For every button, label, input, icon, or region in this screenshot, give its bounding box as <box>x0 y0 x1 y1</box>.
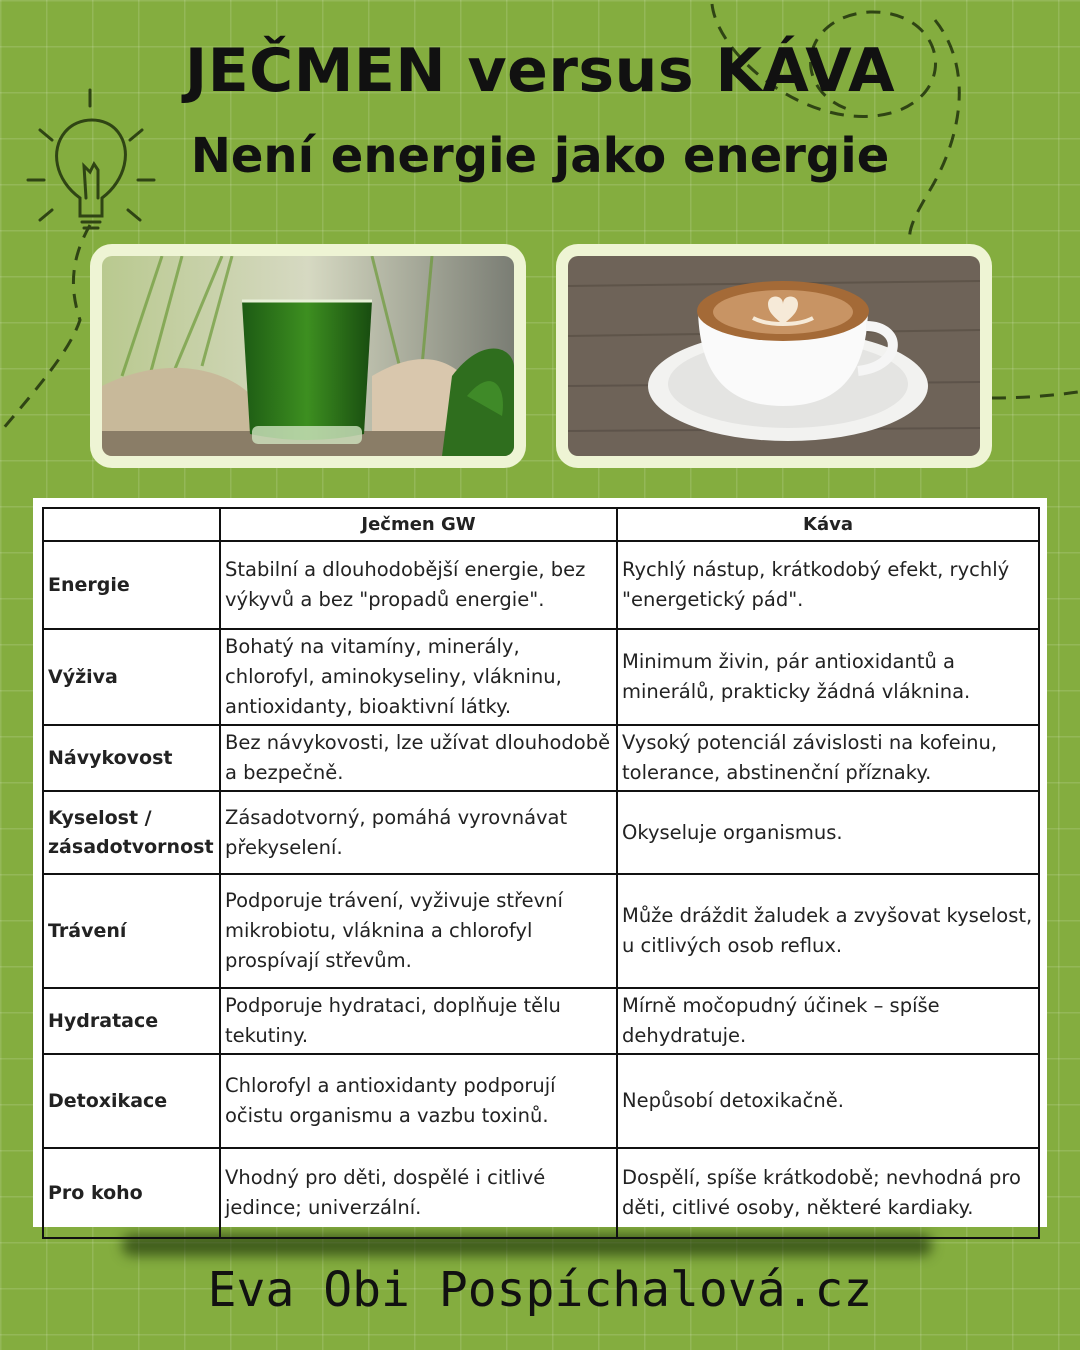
table-row <box>43 791 1039 874</box>
row-label: Kyselost / zásadotvornost <box>43 791 220 874</box>
green-barley-drink-photo <box>102 256 514 456</box>
table-row <box>43 1054 1039 1148</box>
coffee-cell: Může dráždit žaludek a zvyšovat kyselost, u citlivých osob reflux. <box>617 874 1039 988</box>
author-signature: Eva Obi Pospíchalová.cz <box>207 1262 873 1318</box>
table-header-row <box>43 508 1039 541</box>
header-empty <box>43 508 220 541</box>
coffee-cell: Rychlý nástup, krátkodobý efekt, rychlý "energetický pád". <box>617 541 1039 629</box>
coffee-cell: Minimum živin, pár antioxidantů a minerálů, prakticky žádná vláknina. <box>617 629 1039 725</box>
table-row <box>43 629 1039 725</box>
barley-cell: Zásadotvorný, pomáhá vyrovnávat překyselení. <box>220 791 617 874</box>
header-coffee: Káva <box>617 508 1039 541</box>
coffee-cell: Dospělí, spíše krátkodobě; nevhodná pro děti, citlivé osoby, některé kardiaky. <box>617 1148 1039 1238</box>
barley-cell: Stabilní a dlouhodobější energie, bez výkyvů a bez "propadů energie". <box>220 541 617 629</box>
table-row <box>43 988 1039 1054</box>
page-subtitle: Není energie jako energie <box>190 128 890 184</box>
coffee-cell: Mírně močopudný účinek – spíše dehydratuje. <box>617 988 1039 1054</box>
coffee-photo-frame <box>556 244 992 468</box>
barley-cell: Vhodný pro děti, dospělé i citlivé jedince; univerzální. <box>220 1148 617 1238</box>
row-label: Hydratace <box>43 988 220 1054</box>
barley-cell: Bez návykovosti, lze užívat dlouhodobě a bezpečně. <box>220 725 617 791</box>
barley-photo-frame <box>90 244 526 468</box>
cappuccino-cup-photo <box>568 256 980 456</box>
barley-cell: Podporuje hydrataci, doplňuje tělu tekutiny. <box>220 988 617 1054</box>
coffee-cell: Okyseluje organismus. <box>617 791 1039 874</box>
comparison-table <box>42 507 1040 1239</box>
barley-cell: Bohatý na vitamíny, minerály, chlorofyl, aminokyseliny, vlákninu, antioxidanty, bioaktivní látky. <box>220 629 617 725</box>
table-row <box>43 541 1039 629</box>
row-label: Detoxikace <box>43 1054 220 1148</box>
barley-cell: Chlorofyl a antioxidanty podporují očistu organismu a vazbu toxinů. <box>220 1054 617 1148</box>
header-barley: Ječmen GW <box>220 508 617 541</box>
row-label: Energie <box>43 541 220 629</box>
coffee-cell: Vysoký potenciál závislosti na kofeinu, tolerance, abstinenční příznaky. <box>617 725 1039 791</box>
comparison-table-card <box>33 498 1047 1227</box>
table-row <box>43 874 1039 988</box>
coffee-cell: Nepůsobí detoxikačně. <box>617 1054 1039 1148</box>
row-label: Pro koho <box>43 1148 220 1238</box>
table-row <box>43 1148 1039 1238</box>
page-title: JEČMEN versus KÁVA <box>184 36 896 106</box>
row-label: Návykovost <box>43 725 220 791</box>
barley-cell: Podporuje trávení, vyživuje střevní mikrobiotu, vláknina a chlorofyl prospívají střevům. <box>220 874 617 988</box>
row-label: Trávení <box>43 874 220 988</box>
row-label: Výživa <box>43 629 220 725</box>
table-row <box>43 725 1039 791</box>
